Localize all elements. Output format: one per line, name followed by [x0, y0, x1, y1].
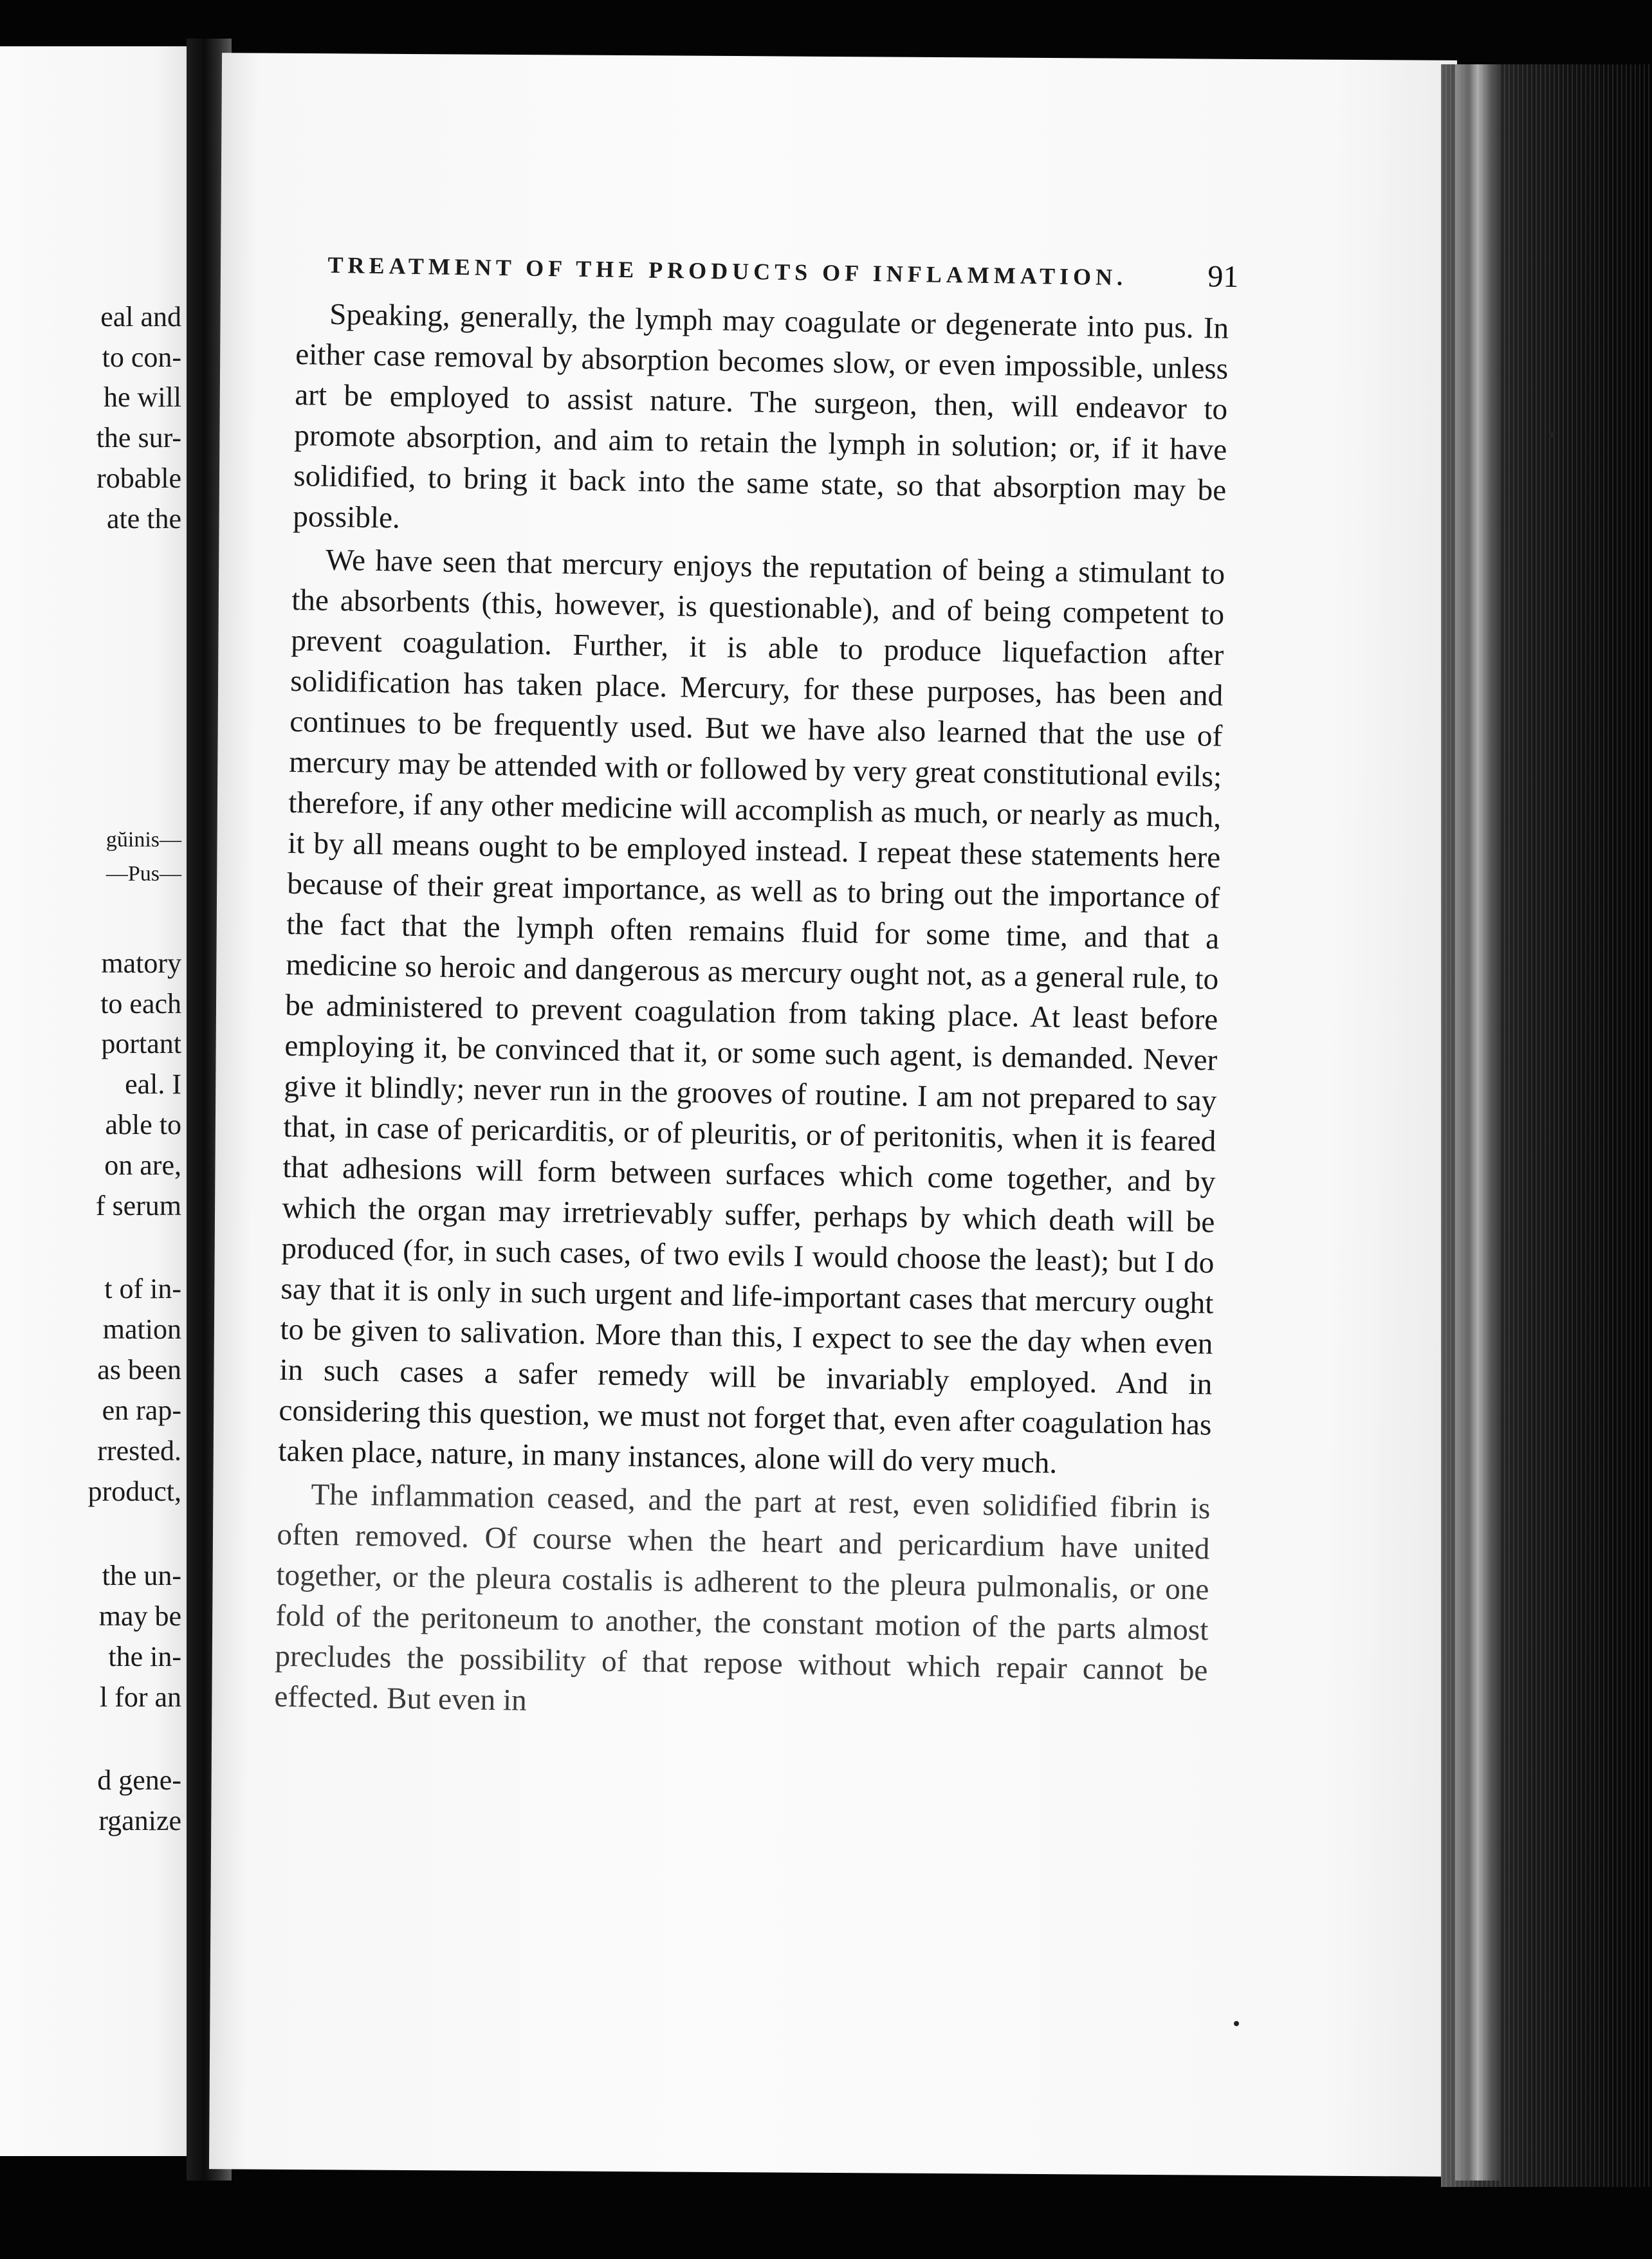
page-text-block	[274, 244, 1239, 1734]
left-page-fragment: gŭinis—	[106, 828, 181, 852]
scan-speck	[1234, 2021, 1239, 2026]
paragraph-text: The inflammation ceased, and the part at rest, even solidified fibrin is often removed. Of course when the heart and pericardium have united together, or the pleura costalis is adherent to the pleura pulmonalis, or one fold of the peritoneum to another, the constant motion of the parts almost precludes the possibility of that repose without which repair cannot be effected. But even in	[274, 1477, 1211, 1717]
left-page-fragment: f serum	[95, 1190, 181, 1221]
left-page-fragment: ate the	[106, 503, 181, 535]
left-page-fragment: en rap-	[102, 1395, 181, 1426]
left-page-fragment: the in-	[108, 1641, 181, 1672]
left-page-fragment: to each	[100, 988, 181, 1020]
left-page-fragment: —Pus—	[106, 862, 181, 886]
left-page-fragment: matory	[101, 947, 181, 979]
left-page-fragment: portant	[101, 1028, 181, 1059]
paragraph-text: We have seen that mercury enjoys the reputation of being a stimulant to the absorbents (this, however, is questionable), and of being competent to prevent coagulation. Further, it is able to produce liquefaction after solidification has taken place. Mercury, for these purposes, has been and continues to be frequently used. But we have also learned that the use of mercury may be attended with or followed by very great constitutional evils; therefore, if any other medicine will accomplish as much, or nearly as much, it by all means ought to be employed instead. I repeat these statements here because of their great importance, as well as to bring out the importance of the fact that the lymph often remains fluid for some time, and that a medicine so heroic and dangerous as mercury ought not, as a general rule, to be administered to prevent coagulation from taking place. At least before employing it, be convinced that it, or some such agent, is demanded. Never give it blindly; never run in the grooves of routine. I am not prepared to say that, in case of pericarditis, or of pleuritis, or of peritonitis, when it is feared that adhesions will form between surfaces which come together, and by which the organ may irretrievably suffer, perhaps by which death will be produced (for, in such cases, of two evils I would choose the least); but I do say that it is only in such urgent and life-important cases that mercury ought to be given to salivation. More than this, I expect to see the day when even in such cases a safer remedy will be invariably employed. And in considering this question, we must not forget that, even after coagulation has taken place, nature, in many instances, alone will do very much.	[278, 543, 1225, 1480]
paragraph	[293, 294, 1229, 552]
paragraph	[278, 540, 1225, 1486]
left-page-fragment: may be	[98, 1600, 181, 1632]
left-page-fragment: the sur-	[96, 422, 181, 453]
left-page-fragment: the un-	[102, 1560, 181, 1591]
left-page-fragment: robable	[96, 462, 181, 494]
left-page-fragment: rrested.	[97, 1435, 181, 1467]
left-page-fragment: to con-	[102, 342, 181, 373]
left-facing-page	[0, 46, 193, 2156]
paragraph-text: Speaking, generally, the lymph may coagulate or degenerate into pus. In either case removal by absorption becomes slow, or even impossible, unless art be employed to assist nature. The surgeon, then, will endeavor to promote absorption, and aim to retain the lymph in solution; or, if it have solidified, to bring it back into the same state, so that absorption may be possible.	[292, 297, 1229, 535]
left-page-fragment: he will	[104, 381, 181, 413]
scan-speck	[1549, 432, 1556, 437]
left-page-fragment: eal and	[100, 301, 181, 333]
page-edge-strip	[1455, 64, 1500, 2181]
left-page-fragment: on are,	[104, 1149, 181, 1181]
paragraph	[274, 1474, 1211, 1732]
running-title: TREATMENT OF THE PRODUCTS OF INFLAMMATION.	[327, 252, 1128, 291]
left-page-fragment: product,	[87, 1476, 181, 1507]
left-page-fragment: mation	[102, 1313, 181, 1345]
left-page-fragment: able to	[105, 1109, 181, 1140]
left-page-fragment: l for an	[99, 1681, 181, 1713]
left-page-fragment: d gene-	[97, 1764, 181, 1796]
left-page-fragment: t of in-	[104, 1273, 181, 1304]
page-number: 91	[1207, 259, 1239, 294]
left-page-fragment: as been	[97, 1354, 181, 1386]
left-page-fragment: rganize	[98, 1805, 181, 1836]
left-page-fragment: eal. I	[125, 1068, 181, 1100]
